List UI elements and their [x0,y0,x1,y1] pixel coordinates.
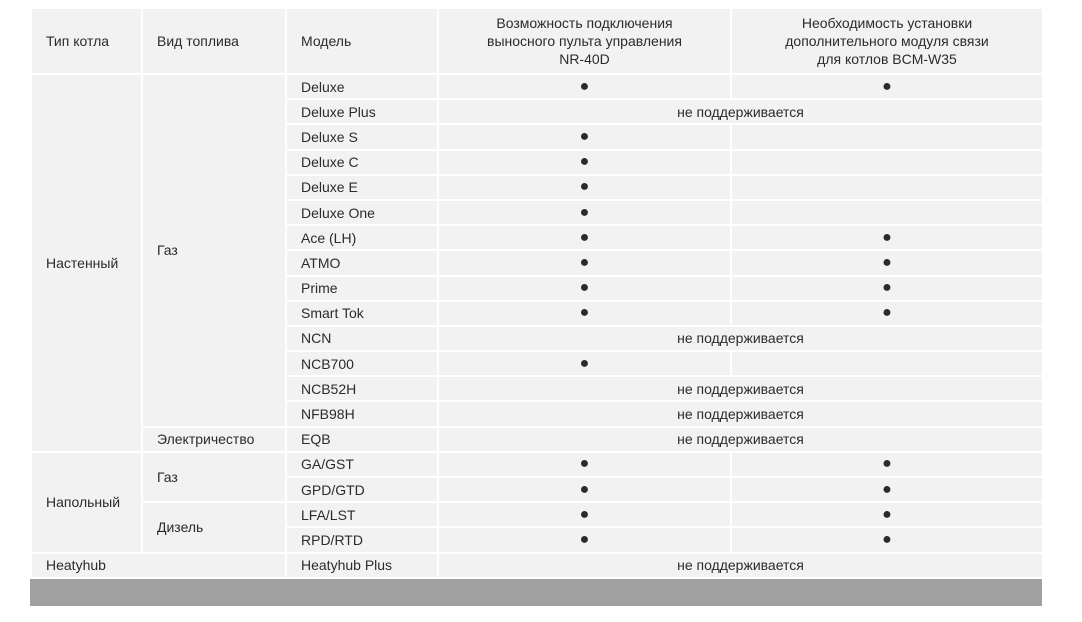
model-name: Deluxe C [286,150,438,175]
table-row [31,502,1043,527]
module-cell [731,124,1043,149]
remote-cell: ● [438,301,731,326]
model-name: Deluxe E [286,175,438,200]
model-name: Deluxe [286,74,438,99]
header-fuel: Вид топлива [142,8,286,74]
header-module-line-3: для котлов BCM-W35 [817,51,957,67]
module-cell [731,150,1043,175]
header-remote-control [438,8,731,74]
remote-cell: ● [438,527,731,552]
remote-cell: ● [438,351,731,376]
model-name: EQB [286,427,438,452]
fuel-gas-floor: Газ [142,452,286,502]
header-boiler-type: Тип котла [31,8,142,74]
table-row [31,452,1043,477]
model-name: RPD/RTD [286,527,438,552]
model-name: GA/GST [286,452,438,477]
remote-cell: ● [438,200,731,225]
not-supported-cell: не поддерживается [438,427,1043,452]
group-heatyhub: Heatyhub [31,553,286,578]
header-module-line-2: дополнительного модуля связи [785,33,989,49]
model-name: GPD/GTD [286,477,438,502]
model-name: NFB98H [286,401,438,426]
model-name: LFA/LST [286,502,438,527]
remote-cell: ● [438,502,731,527]
model-name: NCB52H [286,376,438,401]
remote-cell: ● [438,452,731,477]
group-wall: Настенный [31,74,142,452]
model-name: Smart Tok [286,301,438,326]
model-name: Prime [286,276,438,301]
model-name: Heatyhub Plus [286,553,438,578]
remote-cell: ● [438,74,731,99]
compatibility-table-frame [30,7,1042,606]
not-supported-cell: не поддерживается [438,401,1043,426]
module-cell [731,351,1043,376]
fuel-gas-wall: Газ [142,74,286,427]
model-name: NCN [286,326,438,351]
not-supported-cell: не поддерживается [438,99,1043,124]
remote-cell: ● [438,225,731,250]
module-cell: ● [731,225,1043,250]
module-cell: ● [731,276,1043,301]
module-cell: ● [731,527,1043,552]
header-row [31,8,1043,74]
model-name: Deluxe Plus [286,99,438,124]
fuel-diesel: Дизель [142,502,286,552]
table-row [31,553,1043,578]
not-supported-cell: не поддерживается [438,326,1043,351]
remote-cell: ● [438,150,731,175]
module-cell: ● [731,74,1043,99]
table-row [31,74,1043,99]
remote-cell: ● [438,276,731,301]
model-name: NCB700 [286,351,438,376]
header-comm-module [731,8,1043,74]
module-cell [731,200,1043,225]
header-remote-line-3: NR-40D [559,51,610,67]
header-remote-line-2: выносного пульта управления [487,33,682,49]
module-cell: ● [731,502,1043,527]
module-cell: ● [731,452,1043,477]
header-module-line-1: Необходимость установки [801,15,973,31]
table-row [31,427,1043,452]
module-cell [731,175,1043,200]
compatibility-table [30,7,1044,579]
model-name: Deluxe S [286,124,438,149]
model-name: ATMO [286,250,438,275]
not-supported-cell: не поддерживается [438,376,1043,401]
group-floor: Напольный [31,452,142,553]
header-model: Модель [286,8,438,74]
model-name: Deluxe One [286,200,438,225]
module-cell: ● [731,301,1043,326]
remote-cell: ● [438,477,731,502]
remote-cell: ● [438,124,731,149]
fuel-electric: Электричество [142,427,286,452]
header-remote-line-1: Возможность подключения [496,15,673,31]
module-cell: ● [731,477,1043,502]
not-supported-cell: не поддерживается [438,553,1043,578]
model-name: Ace (LH) [286,225,438,250]
remote-cell: ● [438,175,731,200]
remote-cell: ● [438,250,731,275]
module-cell: ● [731,250,1043,275]
